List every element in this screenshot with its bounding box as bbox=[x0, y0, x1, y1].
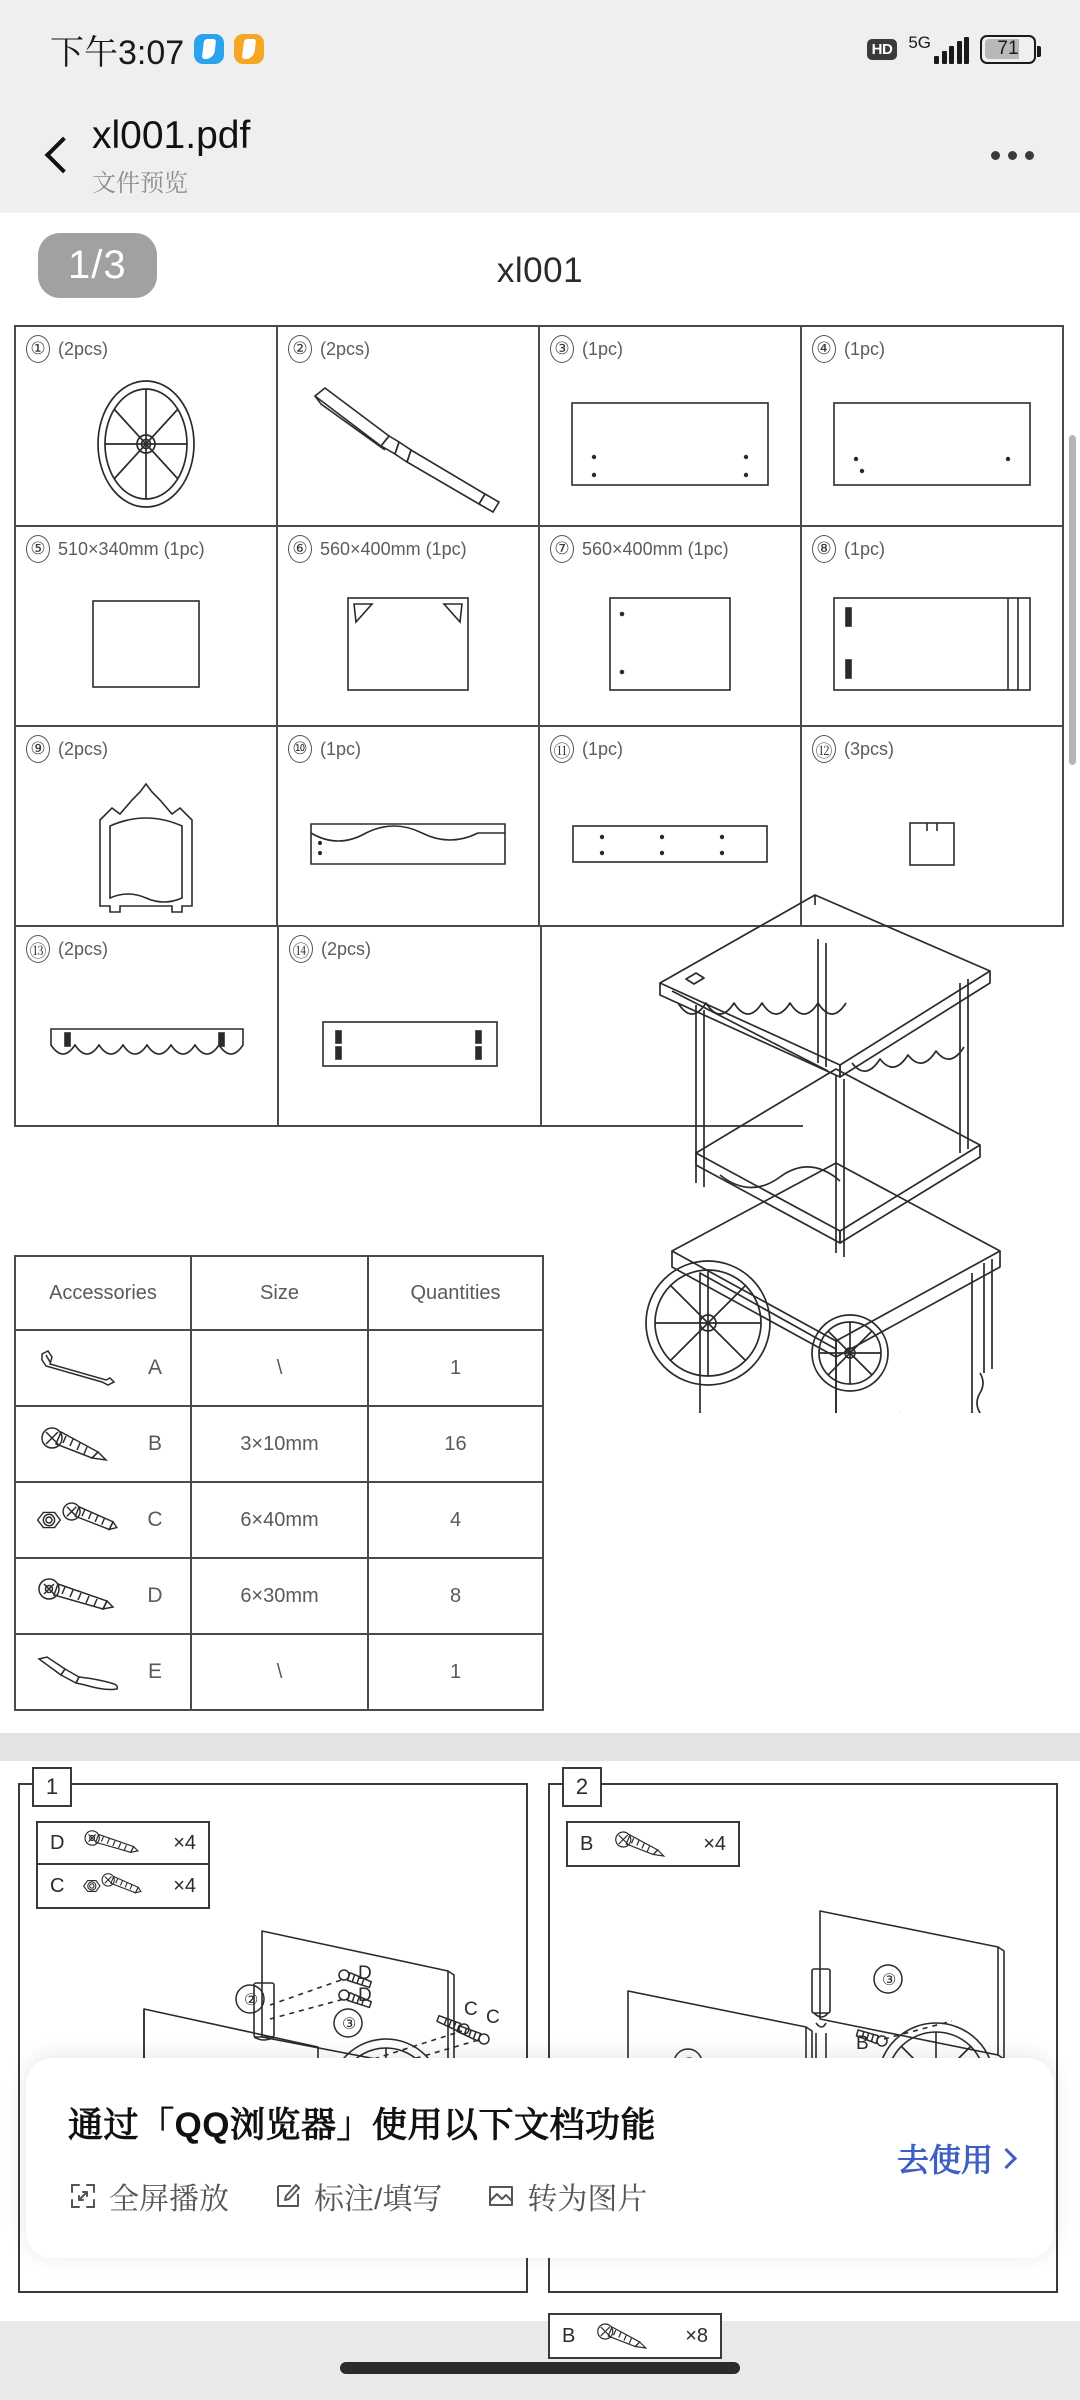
accessory-cell bbox=[16, 1559, 192, 1635]
part-number: ⑤ bbox=[26, 535, 50, 563]
board-corners-icon bbox=[278, 569, 538, 719]
part-quantity: (3pcs) bbox=[844, 738, 895, 759]
use-now-button[interactable] bbox=[897, 2135, 1020, 2181]
bolt-nut-icon bbox=[78, 1870, 152, 1902]
part-header bbox=[812, 735, 1062, 763]
part-number: ⑧ bbox=[812, 535, 836, 563]
svg-text:C: C bbox=[464, 1999, 478, 2020]
table-row bbox=[16, 1559, 544, 1635]
part-cell-5 bbox=[16, 527, 278, 727]
svg-text:D: D bbox=[358, 1963, 372, 1984]
part-cell-2 bbox=[278, 327, 540, 527]
accessory-letter: E bbox=[147, 1660, 162, 1683]
chevron-right-icon bbox=[996, 2147, 1017, 2168]
accessory-cell bbox=[16, 1483, 192, 1559]
accessory-quantity: 8 bbox=[369, 1559, 544, 1635]
table-row bbox=[16, 1483, 544, 1559]
legend-count: ×8 bbox=[685, 2324, 708, 2347]
wavy-strip-icon bbox=[278, 769, 538, 919]
wheel-icon bbox=[16, 369, 276, 519]
part-header bbox=[289, 935, 540, 963]
fullscreen-icon bbox=[68, 2181, 98, 2211]
part-dimensions: 560×400mm (1pc) bbox=[582, 538, 729, 559]
signal-bars-icon bbox=[934, 37, 969, 64]
column-header-accessories: Accessories bbox=[16, 1257, 192, 1331]
board-slots-icon bbox=[802, 569, 1062, 719]
bolt-icon bbox=[78, 1827, 152, 1859]
more-options-button[interactable] bbox=[991, 151, 1034, 160]
part-quantity: (2pcs) bbox=[58, 938, 109, 959]
accessory-cell bbox=[16, 1331, 192, 1407]
part-header bbox=[550, 735, 800, 763]
part-header bbox=[288, 735, 538, 763]
column-header-quantities: Quantities bbox=[369, 1257, 544, 1331]
screw-icon bbox=[32, 1417, 130, 1471]
part-quantity: (1pc) bbox=[582, 738, 624, 759]
pdf-page-1 bbox=[0, 213, 1080, 1733]
legend-row bbox=[38, 1823, 208, 1865]
step-3-legend bbox=[548, 2313, 722, 2359]
status-bar-right bbox=[867, 34, 1036, 64]
part-cell-4 bbox=[802, 327, 1064, 527]
screw-icon bbox=[608, 1828, 682, 1860]
screwdriver-icon bbox=[32, 1645, 130, 1699]
part-cell-3 bbox=[540, 327, 802, 527]
part-number: ⑥ bbox=[288, 535, 312, 563]
panel-plain-icon bbox=[540, 369, 800, 519]
step-number: 1 bbox=[32, 1767, 72, 1807]
accessory-size: 6×40mm bbox=[192, 1483, 369, 1559]
accessory-quantity: 1 bbox=[369, 1635, 544, 1711]
status-bar bbox=[0, 0, 1080, 98]
banner-title: 通过「QQ浏览器」使用以下文档功能 bbox=[68, 2106, 656, 2145]
legend-letter: D bbox=[50, 1831, 65, 1854]
legend-count: ×4 bbox=[173, 1874, 196, 1897]
part-quantity: (2pcs) bbox=[58, 338, 109, 359]
legend-count: ×4 bbox=[703, 1832, 726, 1855]
hd-icon: HD bbox=[867, 39, 898, 60]
legend-letter: C bbox=[50, 1874, 65, 1897]
part-dimensions: 560×400mm (1pc) bbox=[320, 538, 467, 559]
part-header bbox=[26, 535, 276, 563]
accessory-quantity: 1 bbox=[369, 1331, 544, 1407]
cta-label: 去使用 bbox=[896, 2142, 993, 2178]
part-header bbox=[812, 535, 1062, 563]
accessory-size: \ bbox=[192, 1331, 369, 1407]
bolt-nut-icon bbox=[32, 1493, 130, 1547]
svg-text:B: B bbox=[856, 2033, 869, 2054]
part-number: ⑪ bbox=[550, 735, 574, 763]
part-number: ⑭ bbox=[289, 935, 313, 963]
battery-percent: 71 bbox=[997, 38, 1019, 59]
legend-letter: B bbox=[580, 1832, 594, 1855]
part-number: ② bbox=[288, 335, 312, 363]
accessory-quantity: 4 bbox=[369, 1483, 544, 1559]
banner-actions bbox=[68, 2174, 897, 2218]
app-header bbox=[0, 98, 1080, 213]
page-indicator: 1/3 bbox=[38, 233, 157, 298]
part-header bbox=[288, 335, 538, 363]
part-number: ③ bbox=[550, 335, 574, 363]
accessory-quantity: 16 bbox=[369, 1407, 544, 1483]
home-indicator bbox=[340, 2362, 740, 2374]
slot-strip-icon bbox=[279, 969, 540, 1119]
part-header bbox=[26, 335, 276, 363]
part-header bbox=[288, 535, 538, 563]
scallop-strip-icon bbox=[16, 969, 277, 1119]
part-cell-7 bbox=[540, 527, 802, 727]
action-convert-to-image[interactable] bbox=[486, 2174, 647, 2218]
svg-text:D: D bbox=[358, 1985, 372, 2006]
spindle-icon bbox=[278, 369, 538, 519]
allen-key-icon bbox=[32, 1341, 130, 1395]
accessory-size: 3×10mm bbox=[192, 1407, 369, 1483]
accessory-letter: C bbox=[147, 1508, 163, 1531]
part-cell-9 bbox=[16, 727, 278, 927]
page-subtitle: 文件预览 bbox=[92, 169, 188, 197]
accessory-letter: D bbox=[147, 1584, 163, 1607]
table-header-row bbox=[16, 1257, 544, 1331]
part-cell-14 bbox=[279, 927, 542, 1127]
step-1-legend bbox=[36, 1821, 210, 1909]
action-label: 全屏播放 bbox=[109, 2183, 229, 2216]
action-annotate[interactable] bbox=[273, 2174, 442, 2218]
accessory-cell bbox=[16, 1635, 192, 1711]
parts-row bbox=[16, 527, 1064, 727]
board-dots-icon bbox=[540, 569, 800, 719]
board-sm-icon bbox=[16, 569, 276, 719]
step-number: 2 bbox=[562, 1767, 602, 1807]
part-number: ⑦ bbox=[550, 535, 574, 563]
bolt-icon bbox=[32, 1569, 130, 1623]
action-label: 标注/填写 bbox=[314, 2183, 443, 2216]
accessory-size: \ bbox=[192, 1635, 369, 1711]
vertical-scrollbar[interactable] bbox=[1069, 435, 1076, 765]
assembled-cart-illustration bbox=[600, 853, 1040, 1413]
battery-icon bbox=[980, 35, 1036, 64]
step-2-legend bbox=[566, 1821, 740, 1867]
svg-text:C: C bbox=[486, 2007, 500, 2028]
part-number: ⑩ bbox=[288, 735, 312, 763]
part-quantity: (1pc) bbox=[844, 538, 886, 559]
accessory-letter: B bbox=[147, 1432, 162, 1455]
panel-plain2-icon bbox=[802, 369, 1062, 519]
legend-row bbox=[38, 1865, 208, 1907]
part-header bbox=[550, 535, 800, 563]
part-cell-10 bbox=[278, 727, 540, 927]
part-cell-8 bbox=[802, 527, 1064, 727]
part-cell-1 bbox=[16, 327, 278, 527]
part-header bbox=[550, 335, 800, 363]
image-icon bbox=[486, 2181, 516, 2211]
part-cell-6 bbox=[278, 527, 540, 727]
part-header bbox=[26, 935, 277, 963]
parts-row bbox=[16, 327, 1064, 527]
part-number: ① bbox=[26, 335, 50, 363]
title-block bbox=[92, 113, 991, 197]
back-button[interactable] bbox=[34, 133, 80, 179]
accessories-table bbox=[14, 1255, 544, 1711]
qq-browser-promo-banner[interactable] bbox=[26, 2058, 1054, 2258]
svg-text:③: ③ bbox=[882, 1972, 897, 1989]
signal-icon bbox=[908, 34, 969, 64]
page-title: xl001.pdf bbox=[92, 114, 251, 158]
legend-letter: B bbox=[562, 2324, 576, 2347]
part-number: ⑨ bbox=[26, 735, 50, 763]
network-type-label: 5G bbox=[908, 33, 931, 52]
action-label: 转为图片 bbox=[527, 2183, 648, 2216]
part-quantity: (1pc) bbox=[320, 738, 362, 759]
svg-text:③: ③ bbox=[342, 2016, 357, 2033]
status-bar-left bbox=[50, 25, 264, 74]
table-row bbox=[16, 1331, 544, 1407]
part-quantity: (1pc) bbox=[582, 338, 624, 359]
part-quantity: (2pcs) bbox=[320, 338, 371, 359]
column-header-size: Size bbox=[192, 1257, 369, 1331]
table-row bbox=[16, 1407, 544, 1483]
pdf-document-title: xl001 bbox=[496, 251, 584, 290]
action-fullscreen[interactable] bbox=[68, 2174, 229, 2218]
accessory-cell bbox=[16, 1407, 192, 1483]
legend-count: ×4 bbox=[173, 1831, 196, 1854]
svg-text:②: ② bbox=[244, 1992, 259, 2009]
part-header bbox=[812, 335, 1062, 363]
part-cell-13 bbox=[16, 927, 279, 1127]
part-number: ④ bbox=[812, 335, 836, 363]
app-badge-orange-icon bbox=[234, 34, 264, 64]
annotate-icon bbox=[273, 2181, 303, 2211]
table-row bbox=[16, 1635, 544, 1711]
part-quantity: (1pc) bbox=[844, 338, 886, 359]
part-quantity: (2pcs) bbox=[321, 938, 372, 959]
part-number: ⑬ bbox=[26, 935, 50, 963]
arch-frame-icon bbox=[16, 769, 276, 919]
banner-content bbox=[68, 2098, 897, 2218]
screw-icon bbox=[590, 2320, 664, 2352]
part-quantity: (2pcs) bbox=[58, 738, 109, 759]
app-badge-blue-icon bbox=[194, 34, 224, 64]
legend-row bbox=[550, 2315, 720, 2357]
status-time: 下午3:07 bbox=[50, 33, 185, 72]
accessory-letter: A bbox=[147, 1356, 162, 1379]
accessory-size: 6×30mm bbox=[192, 1559, 369, 1635]
part-header bbox=[26, 735, 276, 763]
legend-row bbox=[568, 1823, 738, 1865]
page-separator bbox=[0, 1733, 1080, 1761]
part-dimensions: 510×340mm (1pc) bbox=[58, 538, 205, 559]
part-number: ⑫ bbox=[812, 735, 836, 763]
